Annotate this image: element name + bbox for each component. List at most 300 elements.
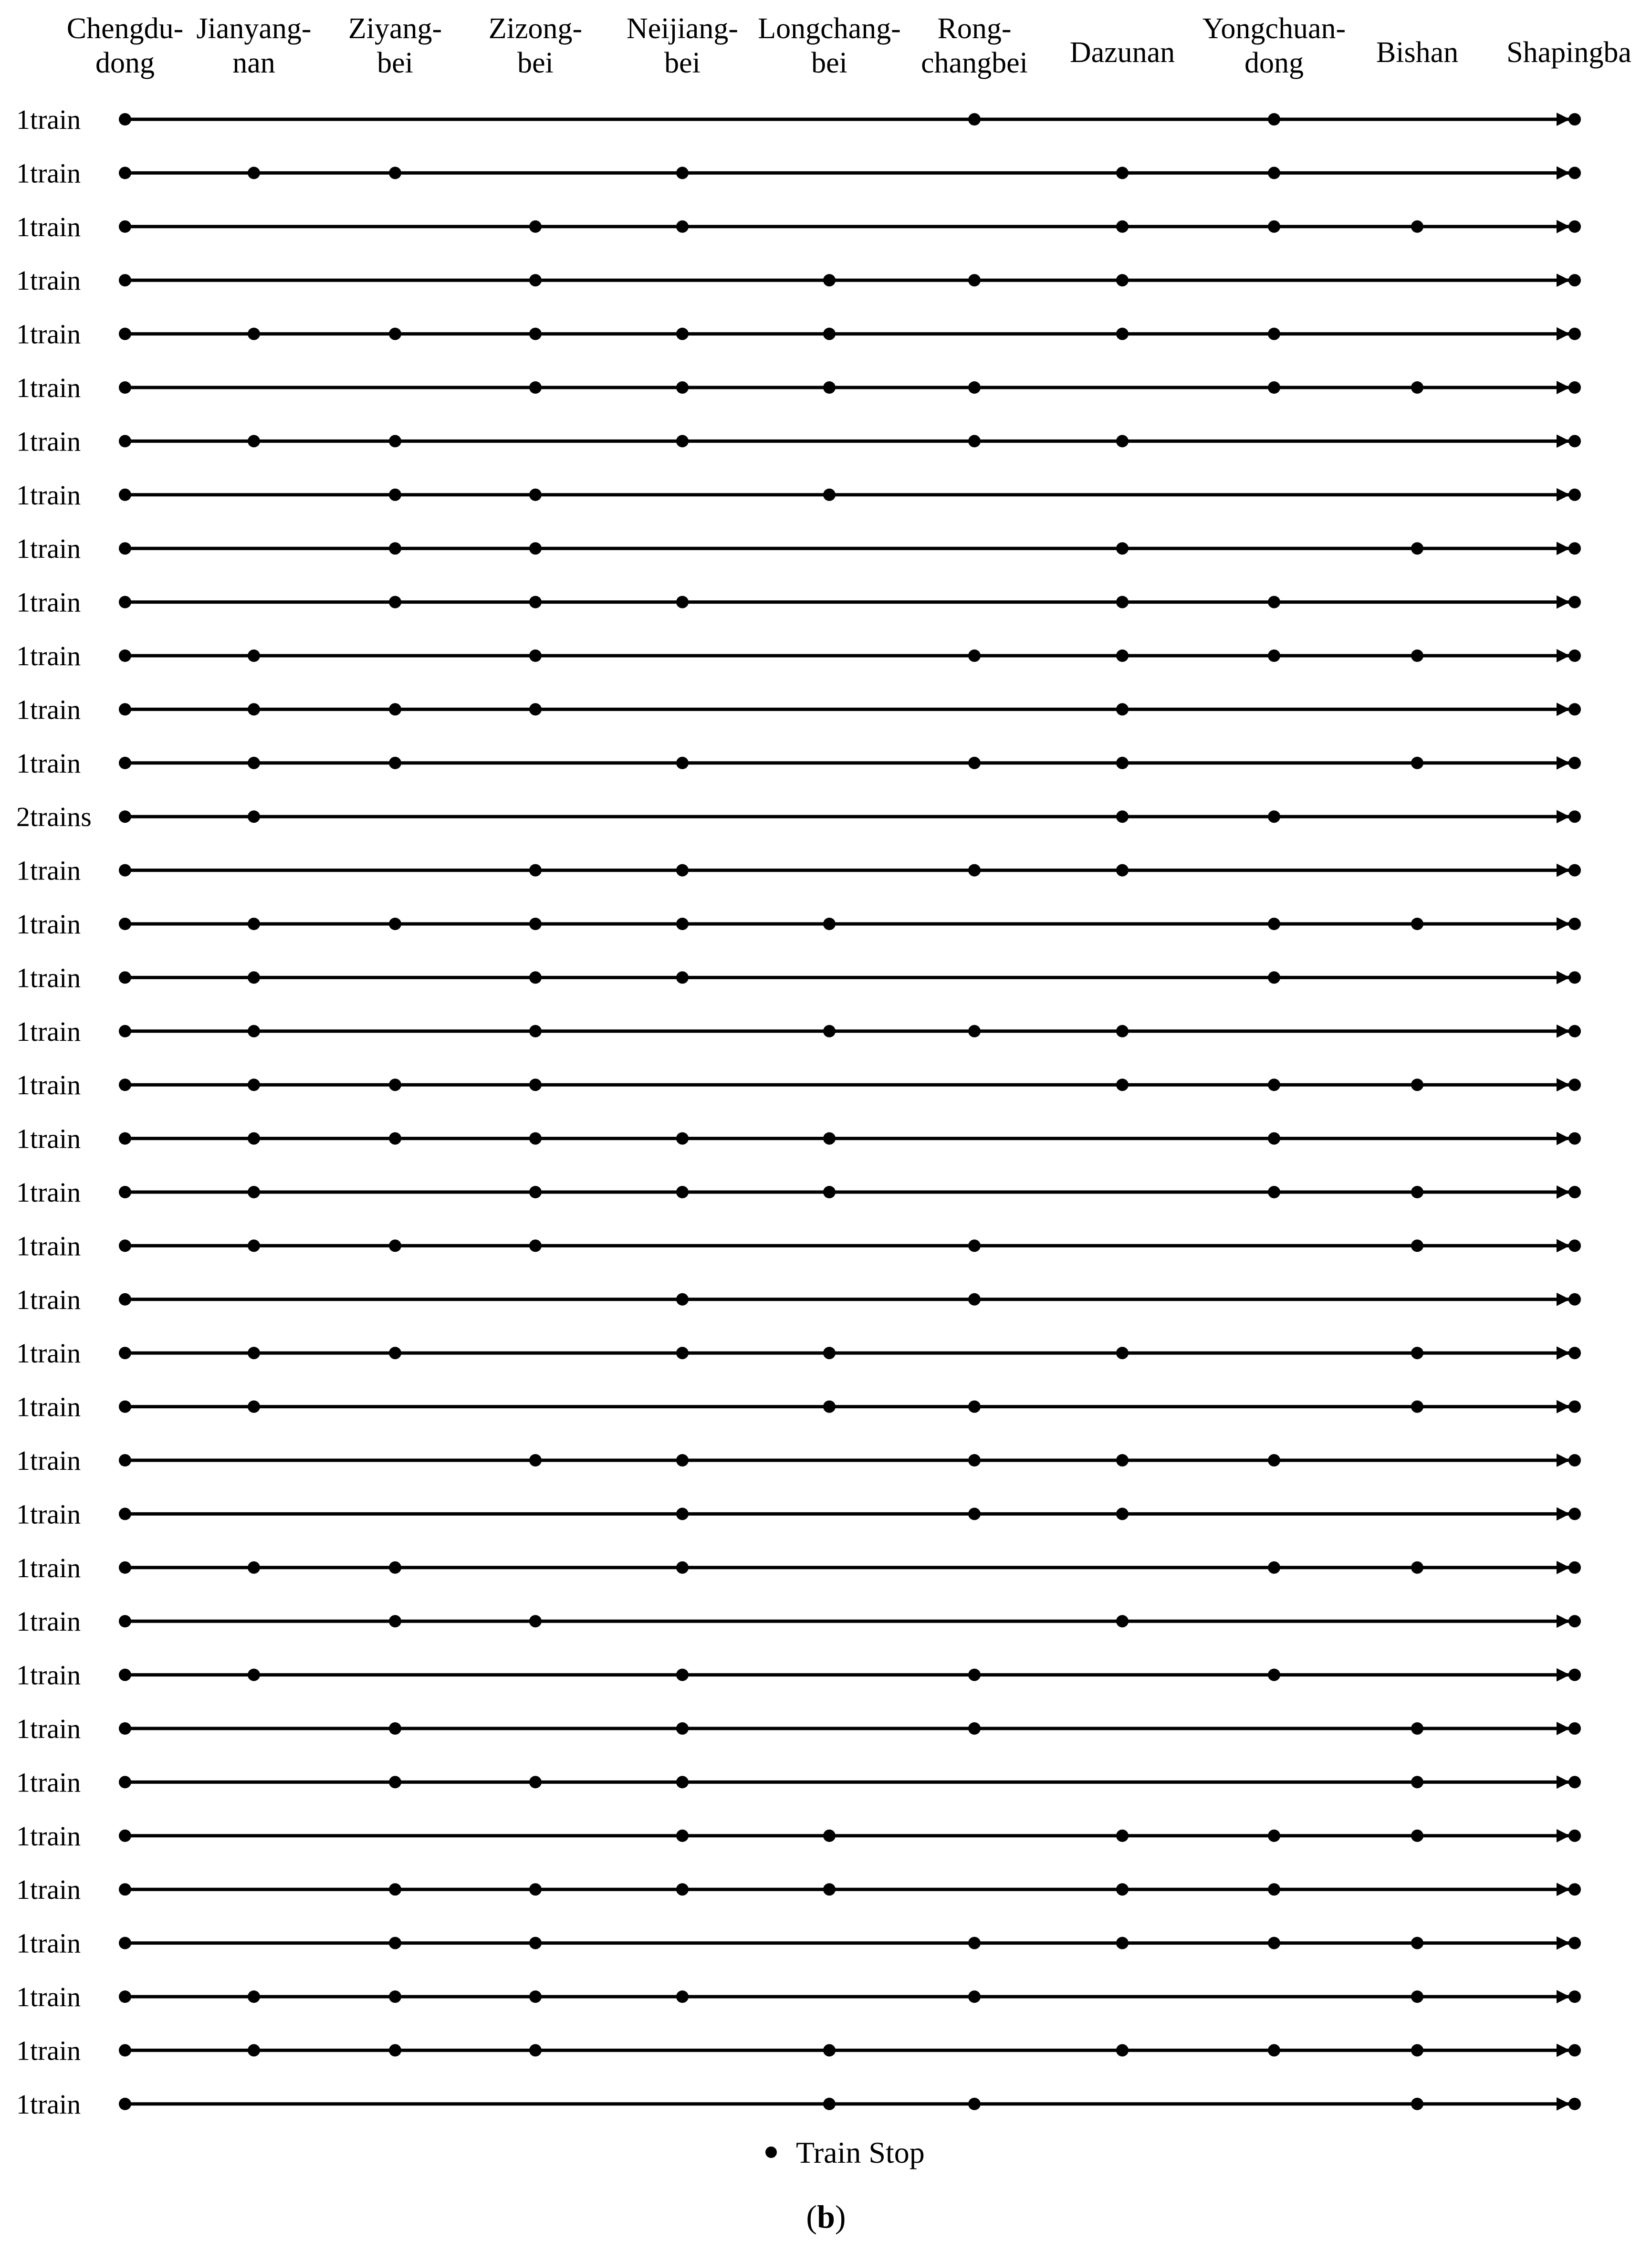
stop-marker-dazunan <box>1116 220 1129 233</box>
stop-marker-longchang-bei <box>823 489 836 501</box>
train-count-label: 1train <box>16 1338 81 1369</box>
stop-marker-dazunan <box>1116 1079 1129 1091</box>
stop-marker-bishan <box>1411 1347 1423 1359</box>
train-row <box>16 426 1581 457</box>
origin-stop-marker <box>119 1990 131 2003</box>
stop-marker-neijiang-bei <box>676 167 689 179</box>
origin-stop-marker <box>119 1830 131 1842</box>
terminal-stop-marker <box>1568 381 1581 394</box>
stop-marker-yongchuan-dong <box>1268 1132 1280 1145</box>
station-label-line: Zizong- <box>488 12 583 45</box>
stop-marker-dazunan <box>1116 596 1129 608</box>
terminal-stop-marker <box>1568 1561 1581 1574</box>
stop-marker-bishan <box>1411 1401 1423 1413</box>
train-row <box>16 1767 1581 1798</box>
train-count-label: 1train <box>16 1713 81 1744</box>
stop-marker-neijiang-bei <box>676 596 689 608</box>
caption-close-paren: ) <box>835 2199 846 2235</box>
stop-marker-jianyang-nan <box>248 1990 260 2003</box>
train-row <box>16 1123 1581 1154</box>
train-row <box>16 319 1581 350</box>
terminal-stop-marker <box>1568 220 1581 233</box>
train-row <box>16 2089 1581 2120</box>
terminal-stop-marker <box>1568 918 1581 930</box>
stop-marker-zizong-bei <box>529 1079 542 1091</box>
terminal-stop-marker <box>1568 113 1581 126</box>
train-count-label: 1train <box>16 855 81 886</box>
stop-marker-jianyang-nan <box>248 1347 260 1359</box>
stop-marker-ziyang-bei <box>389 1776 401 1788</box>
station-label-line: Neijiang- <box>626 12 739 45</box>
origin-stop-marker <box>119 2044 131 2056</box>
stop-marker-dazunan <box>1116 274 1129 286</box>
terminal-stop-marker <box>1568 1239 1581 1252</box>
train-row <box>16 1230 1581 1261</box>
train-row <box>16 855 1581 886</box>
terminal-stop-marker <box>1568 1079 1581 1091</box>
stop-marker-zizong-bei <box>529 542 542 555</box>
stop-marker-neijiang-bei <box>676 757 689 769</box>
station-label-line: bei <box>517 47 554 79</box>
legend-label: Train Stop <box>796 2136 925 2169</box>
stop-marker-longchang-bei <box>823 1025 836 1037</box>
train-count-label: 2trains <box>16 801 92 833</box>
stop-marker-longchang-bei <box>823 2098 836 2110</box>
stop-marker-bishan <box>1411 1937 1423 1949</box>
stop-marker-neijiang-bei <box>676 1454 689 1466</box>
train-row <box>16 1821 1581 1852</box>
origin-stop-marker <box>119 1239 131 1252</box>
stop-marker-dazunan <box>1116 703 1129 715</box>
stop-marker-jianyang-nan <box>248 167 260 179</box>
train-row <box>16 1660 1581 1691</box>
stop-marker-zizong-bei <box>529 1132 542 1145</box>
train-count-label: 1train <box>16 1767 81 1798</box>
stop-marker-yongchuan-dong <box>1268 1186 1280 1198</box>
train-row <box>16 1874 1581 1905</box>
stop-marker-rong-changbei <box>968 864 981 877</box>
station-label-line: bei <box>377 47 413 79</box>
stop-marker-neijiang-bei <box>676 1561 689 1574</box>
stop-marker-longchang-bei <box>823 1401 836 1413</box>
origin-stop-marker <box>119 1883 131 1895</box>
stop-marker-yongchuan-dong <box>1268 2044 1280 2056</box>
stop-marker-neijiang-bei <box>676 1347 689 1359</box>
stop-marker-zizong-bei <box>529 864 542 877</box>
origin-stop-marker <box>119 1615 131 1627</box>
train-row <box>16 1177 1581 1208</box>
origin-stop-marker <box>119 1025 131 1037</box>
stop-marker-rong-changbei <box>968 1025 981 1037</box>
terminal-stop-marker <box>1568 1508 1581 1520</box>
train-count-label: 1train <box>16 479 81 511</box>
origin-stop-marker <box>119 381 131 394</box>
train-count-label: 1train <box>16 1445 81 1476</box>
terminal-stop-marker <box>1568 1454 1581 1466</box>
stop-marker-bishan <box>1411 220 1423 233</box>
stop-marker-yongchuan-dong <box>1268 1079 1280 1091</box>
terminal-stop-marker <box>1568 328 1581 340</box>
stop-marker-yongchuan-dong <box>1268 649 1280 662</box>
stop-marker-jianyang-nan <box>248 1669 260 1681</box>
stop-marker-ziyang-bei <box>389 542 401 555</box>
origin-stop-marker <box>119 489 131 501</box>
origin-stop-marker <box>119 971 131 984</box>
stop-marker-ziyang-bei <box>389 435 401 447</box>
origin-stop-marker <box>119 113 131 126</box>
stop-marker-yongchuan-dong <box>1268 971 1280 984</box>
stop-marker-rong-changbei <box>968 1454 981 1466</box>
origin-stop-marker <box>119 810 131 823</box>
stop-marker-longchang-bei <box>823 1186 836 1198</box>
station-label-line: Jianyang- <box>196 12 312 45</box>
origin-stop-marker <box>119 2098 131 2110</box>
train-count-label: 1train <box>16 1284 81 1315</box>
stop-marker-zizong-bei <box>529 1990 542 2003</box>
stop-marker-zizong-bei <box>529 220 542 233</box>
stop-marker-zizong-bei <box>529 1025 542 1037</box>
stop-marker-dazunan <box>1116 1347 1129 1359</box>
stop-marker-jianyang-nan <box>248 2044 260 2056</box>
stop-marker-yongchuan-dong <box>1268 328 1280 340</box>
train-count-label: 1train <box>16 1927 81 1959</box>
stop-marker-dazunan <box>1116 2044 1129 2056</box>
terminal-stop-marker <box>1568 1669 1581 1681</box>
train-row <box>16 265 1581 296</box>
origin-stop-marker <box>119 1508 131 1520</box>
stop-marker-bishan <box>1411 1239 1423 1252</box>
train-count-label: 1train <box>16 694 81 725</box>
stop-marker-dazunan <box>1116 328 1129 340</box>
stop-marker-jianyang-nan <box>248 971 260 984</box>
train-row <box>16 748 1581 779</box>
stop-marker-rong-changbei <box>968 1508 981 1520</box>
terminal-stop-marker <box>1568 1132 1581 1145</box>
train-count-label: 1train <box>16 2088 81 2120</box>
origin-stop-marker <box>119 435 131 447</box>
origin-stop-marker <box>119 1186 131 1198</box>
stop-marker-dazunan <box>1116 1883 1129 1895</box>
stop-marker-jianyang-nan <box>248 1239 260 1252</box>
terminal-stop-marker <box>1568 1615 1581 1627</box>
train-count-label: 1train <box>16 586 81 618</box>
station-label-line: changbei <box>921 47 1028 79</box>
terminal-stop-marker <box>1568 274 1581 286</box>
train-row <box>16 1445 1581 1476</box>
stop-marker-longchang-bei <box>823 328 836 340</box>
terminal-stop-marker <box>1568 2098 1581 2110</box>
stop-marker-neijiang-bei <box>676 1830 689 1842</box>
stop-marker-ziyang-bei <box>389 703 401 715</box>
stop-marker-rong-changbei <box>968 1239 981 1252</box>
stop-marker-jianyang-nan <box>248 1025 260 1037</box>
origin-stop-marker <box>119 542 131 555</box>
station-label-ziyang-bei <box>348 12 442 79</box>
stop-marker-dazunan <box>1116 1937 1129 1949</box>
stop-marker-ziyang-bei <box>389 1347 401 1359</box>
stop-marker-neijiang-bei <box>676 1669 689 1681</box>
train-count-label: 1train <box>16 265 81 296</box>
stop-marker-bishan <box>1411 1079 1423 1091</box>
stop-marker-neijiang-bei <box>676 381 689 394</box>
origin-stop-marker <box>119 167 131 179</box>
train-row <box>16 1284 1581 1315</box>
station-label-line: Dazunan <box>1069 36 1175 69</box>
stop-marker-yongchuan-dong <box>1268 596 1280 608</box>
terminal-stop-marker <box>1568 864 1581 877</box>
stop-marker-yongchuan-dong <box>1268 1937 1280 1949</box>
terminal-stop-marker <box>1568 1025 1581 1037</box>
train-row <box>16 104 1581 135</box>
stop-marker-zizong-bei <box>529 1454 542 1466</box>
origin-stop-marker <box>119 1293 131 1306</box>
stop-marker-jianyang-nan <box>248 328 260 340</box>
terminal-stop-marker <box>1568 757 1581 769</box>
stop-marker-zizong-bei <box>529 596 542 608</box>
svg-text:(b) <box>806 2199 846 2235</box>
train-row <box>16 1016 1581 1047</box>
train-row <box>16 694 1581 725</box>
stop-marker-neijiang-bei <box>676 1186 689 1198</box>
stop-marker-zizong-bei <box>529 1883 542 1895</box>
train-row <box>16 587 1581 618</box>
stop-marker-ziyang-bei <box>389 1990 401 2003</box>
stop-marker-neijiang-bei <box>676 1722 689 1735</box>
station-label-line: Rong- <box>937 12 1012 45</box>
train-count-label: 1train <box>16 1016 81 1047</box>
stop-marker-neijiang-bei <box>676 1132 689 1145</box>
stop-marker-yongchuan-dong <box>1268 167 1280 179</box>
stop-marker-bishan <box>1411 2098 1423 2110</box>
stop-marker-longchang-bei <box>823 1830 836 1842</box>
stop-marker-neijiang-bei <box>676 1293 689 1306</box>
stop-marker-neijiang-bei <box>676 328 689 340</box>
origin-stop-marker <box>119 649 131 662</box>
stop-marker-yongchuan-dong <box>1268 918 1280 930</box>
stop-marker-jianyang-nan <box>248 1561 260 1574</box>
station-label-line: Chengdu- <box>66 12 184 45</box>
station-label-line: dong <box>95 47 155 79</box>
train-row <box>16 962 1581 993</box>
stop-marker-longchang-bei <box>823 274 836 286</box>
stop-marker-dazunan <box>1116 649 1129 662</box>
station-label-line: Yongchuan- <box>1202 12 1346 45</box>
origin-stop-marker <box>119 1561 131 1574</box>
stop-marker-ziyang-bei <box>389 489 401 501</box>
station-label-neijiang-bei <box>627 12 738 79</box>
stop-marker-dazunan <box>1116 435 1129 447</box>
station-header <box>67 12 1631 79</box>
terminal-stop-marker <box>1568 1990 1581 2003</box>
stop-marker-yongchuan-dong <box>1268 113 1280 126</box>
stop-marker-longchang-bei <box>823 1347 836 1359</box>
origin-stop-marker <box>119 703 131 715</box>
stop-marker-neijiang-bei <box>676 971 689 984</box>
stop-marker-dazunan <box>1116 1025 1129 1037</box>
train-count-label: 1train <box>16 211 81 242</box>
train-row <box>16 1338 1581 1369</box>
stop-marker-bishan <box>1411 649 1423 662</box>
stop-marker-bishan <box>1411 2044 1423 2056</box>
stop-marker-yongchuan-dong <box>1268 1454 1280 1466</box>
stop-marker-bishan <box>1411 1830 1423 1842</box>
station-label-chengdu-dong <box>67 12 184 79</box>
train-row <box>16 1606 1581 1637</box>
figure-caption <box>806 2199 846 2235</box>
train-count-label: 1train <box>16 157 81 189</box>
origin-stop-marker <box>119 1776 131 1788</box>
station-label-line: dong <box>1244 47 1304 79</box>
train-row <box>16 1713 1581 1744</box>
stop-marker-ziyang-bei <box>389 1239 401 1252</box>
stop-marker-zizong-bei <box>529 1186 542 1198</box>
station-label-bishan <box>1376 36 1458 69</box>
stop-marker-jianyang-nan <box>248 649 260 662</box>
stop-marker-jianyang-nan <box>248 1401 260 1413</box>
train-count-label: 1train <box>16 640 81 671</box>
origin-stop-marker <box>119 1347 131 1359</box>
stop-marker-neijiang-bei <box>676 435 689 447</box>
stop-marker-rong-changbei <box>968 113 981 126</box>
stop-marker-neijiang-bei <box>676 1776 689 1788</box>
stop-marker-ziyang-bei <box>389 167 401 179</box>
stop-marker-dazunan <box>1116 1615 1129 1627</box>
terminal-stop-marker <box>1568 167 1581 179</box>
stop-marker-rong-changbei <box>968 1722 981 1735</box>
stop-marker-ziyang-bei <box>389 1561 401 1574</box>
train-row <box>16 2035 1581 2066</box>
stop-marker-neijiang-bei <box>676 1990 689 2003</box>
train-count-label: 1train <box>16 962 81 994</box>
terminal-stop-marker <box>1568 2044 1581 2056</box>
stop-marker-zizong-bei <box>529 381 542 394</box>
station-label-longchang-bei <box>758 12 901 79</box>
train-count-label: 1train <box>16 1069 81 1101</box>
stop-marker-rong-changbei <box>968 1990 981 2003</box>
station-label-dazunan <box>1070 36 1175 69</box>
station-label-line: nan <box>232 47 275 79</box>
stop-marker-neijiang-bei <box>676 1508 689 1520</box>
stop-marker-dazunan <box>1116 757 1129 769</box>
stop-marker-yongchuan-dong <box>1268 1561 1280 1574</box>
stop-marker-jianyang-nan <box>248 757 260 769</box>
stop-marker-ziyang-bei <box>389 596 401 608</box>
stop-marker-ziyang-bei <box>389 1722 401 1735</box>
stop-marker-zizong-bei <box>529 703 542 715</box>
origin-stop-marker <box>119 757 131 769</box>
stop-marker-bishan <box>1411 1776 1423 1788</box>
train-count-label: 1train <box>16 1981 81 2012</box>
stop-marker-jianyang-nan <box>248 703 260 715</box>
stop-marker-ziyang-bei <box>389 1615 401 1627</box>
stop-marker-dazunan <box>1116 542 1129 555</box>
origin-stop-marker <box>119 1132 131 1145</box>
stop-marker-bishan <box>1411 1722 1423 1735</box>
station-label-line: Shapingba <box>1506 36 1631 69</box>
terminal-stop-marker <box>1568 1722 1581 1735</box>
terminal-stop-marker <box>1568 1401 1581 1413</box>
terminal-stop-marker <box>1568 596 1581 608</box>
station-label-shapingba <box>1506 36 1631 69</box>
origin-stop-marker <box>119 328 131 340</box>
stop-marker-rong-changbei <box>968 757 981 769</box>
terminal-stop-marker <box>1568 1293 1581 1306</box>
stop-marker-ziyang-bei <box>389 918 401 930</box>
train-row <box>16 157 1581 188</box>
stop-marker-rong-changbei <box>968 435 981 447</box>
stop-marker-longchang-bei <box>823 1883 836 1895</box>
train-count-label: 1train <box>16 426 81 457</box>
legend-stop-marker <box>765 2147 777 2158</box>
stop-marker-bishan <box>1411 1990 1423 2003</box>
train-row <box>16 372 1581 403</box>
stop-marker-yongchuan-dong <box>1268 1883 1280 1895</box>
station-label-zizong-bei <box>489 12 582 79</box>
train-count-label: 1train <box>16 1820 81 1852</box>
stop-marker-longchang-bei <box>823 918 836 930</box>
stop-marker-rong-changbei <box>968 1401 981 1413</box>
stop-marker-jianyang-nan <box>248 1132 260 1145</box>
stop-marker-longchang-bei <box>823 381 836 394</box>
terminal-stop-marker <box>1568 703 1581 715</box>
stop-marker-jianyang-nan <box>248 1186 260 1198</box>
stop-marker-rong-changbei <box>968 649 981 662</box>
origin-stop-marker <box>119 1454 131 1466</box>
stop-marker-zizong-bei <box>529 274 542 286</box>
terminal-stop-marker <box>1568 1830 1581 1842</box>
stop-marker-jianyang-nan <box>248 435 260 447</box>
station-label-line: bei <box>811 47 847 79</box>
stop-marker-yongchuan-dong <box>1268 810 1280 823</box>
train-row <box>16 1928 1581 1959</box>
origin-stop-marker <box>119 220 131 233</box>
station-label-yongchuan-dong <box>1202 12 1346 79</box>
stop-marker-bishan <box>1411 918 1423 930</box>
train-count-label: 1train <box>16 2035 81 2066</box>
stop-marker-yongchuan-dong <box>1268 381 1280 394</box>
stop-marker-zizong-bei <box>529 649 542 662</box>
train-count-label: 1train <box>16 1230 81 1262</box>
train-count-label: 1train <box>16 747 81 779</box>
stop-marker-dazunan <box>1116 810 1129 823</box>
train-count-label: 1train <box>16 1177 81 1208</box>
caption-letter: b <box>817 2199 835 2235</box>
stop-marker-zizong-bei <box>529 971 542 984</box>
stop-marker-zizong-bei <box>529 489 542 501</box>
train-count-label: 1train <box>16 1552 81 1583</box>
station-label-line: Ziyang- <box>348 12 442 45</box>
station-label-line: Longchang- <box>758 12 901 45</box>
train-row <box>16 1392 1581 1423</box>
origin-stop-marker <box>119 1937 131 1949</box>
train-count-label: 1train <box>16 1123 81 1154</box>
stop-marker-ziyang-bei <box>389 1937 401 1949</box>
origin-stop-marker <box>119 1079 131 1091</box>
terminal-stop-marker <box>1568 1776 1581 1788</box>
stop-marker-ziyang-bei <box>389 1883 401 1895</box>
origin-stop-marker <box>119 596 131 608</box>
stop-marker-bishan <box>1411 1186 1423 1198</box>
origin-stop-marker <box>119 918 131 930</box>
stop-marker-ziyang-bei <box>389 2044 401 2056</box>
stop-marker-zizong-bei <box>529 2044 542 2056</box>
terminal-stop-marker <box>1568 542 1581 555</box>
terminal-stop-marker <box>1568 1347 1581 1359</box>
train-row <box>16 909 1581 940</box>
station-label-jianyang-nan <box>196 12 311 79</box>
stop-marker-jianyang-nan <box>248 918 260 930</box>
stop-marker-bishan <box>1411 381 1423 394</box>
